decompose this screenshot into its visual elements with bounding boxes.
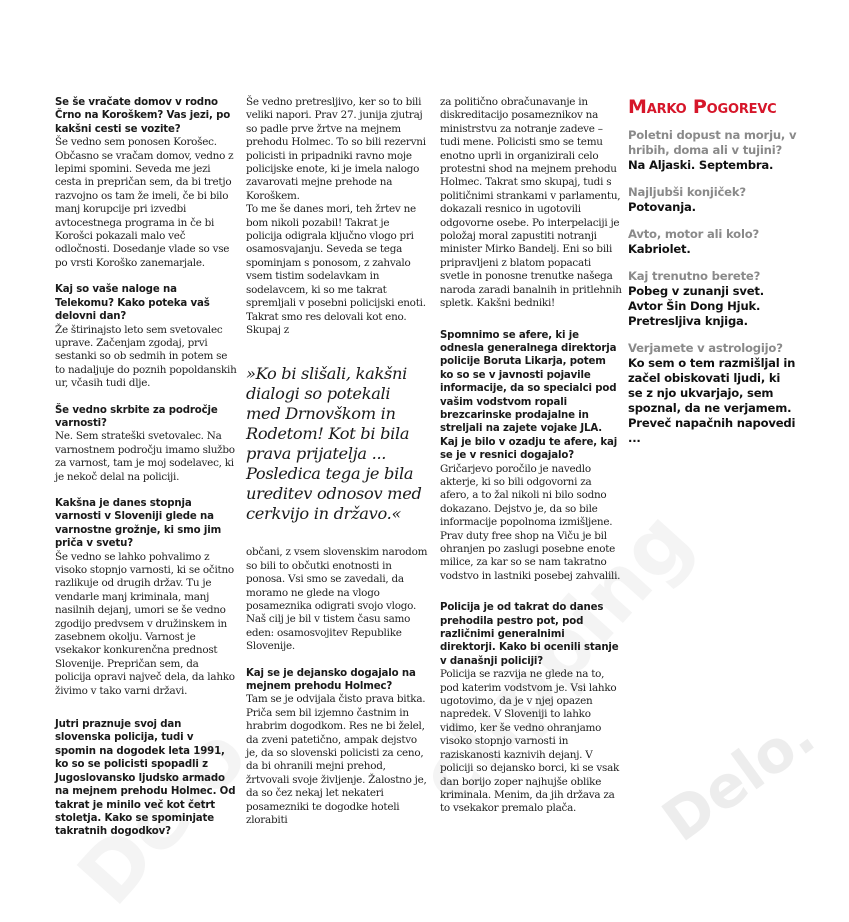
- interview-question: Še vedno skrbite za področje varnosti?: [55, 404, 218, 429]
- interview-answer: občani, z vsem slovenskim narodom so bili to občutki enotnosti in ponosa. Vsi smo se zavedali, da moramo ne glede na vlogo posameznika odigrati svojo vlogo. Naš cilj je bil v tistem času samo eden: osamosvojitev Republike Slovenije.: [246, 546, 428, 653]
- quick-questions-sidebar: [628, 96, 798, 458]
- interview-answer: Gričarjevo poročilo je navedlo akterje, ki so bili odgovorni za afero, a to žal nikoli ni bilo sodno dokazano. Dejstvo je, da so bile informacije popolnoma izmišljene. Prav duty free shop na Viču je bil ohranjen po zaslugi posebne enote milice, za kar so se nam takratno vodstvo in lastniki posebej zahvalili.: [440, 462, 621, 582]
- sidebar-question: Kaj trenutno berete?: [628, 269, 761, 283]
- sidebar-question: Poletni dopust na morju, v hribih, doma ali v tujini?: [628, 128, 797, 157]
- interview-question: Kakšna je danes stopnja varnosti v Sloveniji glede na varnostne grožnje, ki smo jim priča v svetu?: [55, 497, 222, 550]
- pull-quote: »Ko bi slišali, kakšni dialogi so potekali med Drnovškom in Rodetom! Kot bi bila prava prijatelja ... Posledica tega je bila ureditev odnosov med cerkvijo in državo.«: [246, 364, 422, 524]
- interview-answer: Tam se je odvijala čisto prava bitka. Priča sem bil izjemno častnim in hrabrim dogodkom. Res ne bi želel, da zveni patetično, ampak dejstvo je, da so slovenski policisti za ceno, da bi ohranili mejni prehod, žrtvovali svoje življenje. Žalostno je, da so čez nekaj let nekateri posamezniki te dogodke hoteli zlorabiti: [246, 693, 427, 827]
- sidebar-question: Avto, motor ali kolo?: [628, 227, 760, 241]
- interview-question: Kaj so vaše naloge na Telekomu? Kako poteka vaš delovni dan?: [55, 284, 210, 323]
- interview-question: Policija je od takrat do danes prehodila pestro pot, pod različnimi generalnimi direktorji. Kako bi ocenili stanje v današnji policiji?: [440, 602, 619, 667]
- interview-answer: Ne. Sem strateški svetovalec. Na varnostnem področju imamo službo za varnost, tam je moj sodelavec, ki je nekoč delal na policiji.: [55, 430, 235, 483]
- interview-column-3: [440, 96, 622, 829]
- interview-question: Se še vračate domov v rodno Črno na Koroškem? Vas jezi, po kakšni cesti se vozite?: [55, 97, 231, 135]
- sidebar-question: Najljubši konjiček?: [628, 185, 746, 199]
- interview-column-1: [55, 96, 237, 839]
- sidebar-answer: Ko sem o tem razmišljal in začel obiskovati ljudi, ki se z njo ukvarjajo, sem spoznal, da ne verjamem. Preveč napačnih napovedi ...: [628, 356, 796, 445]
- sidebar-answer: Potovanja.: [628, 200, 696, 214]
- sidebar-answer: Pobeg v zunanji svet. Avtor Šin Dong Hjuk. Pretresljiva knjiga.: [628, 284, 764, 328]
- interview-question: Jutri praznuje svoj dan slovenska policija, tudi v spomin na dogodek leta 1991, ko so se policisti spopadli z Jugoslovansko ljudsko armado na mejnem prehodu Holmec. Od takrat je minilo več kot četrt stoletja. Kako se spominjate takratnih dogodkov?: [55, 719, 236, 838]
- interview-answer: za politično obračunavanje in diskreditacijo posameznikov na ministrstvu za notranje zadeve – tudi mene. Policisti smo se temu enotno uprli in organizirali celo protestni shod na mejnem prehodu Holmec. Takrat smo skupaj, tudi s političnimi strankami v parlamentu, dokazali resnico in ugotovili odgovorne osebe. Po interpelaciji je položaj moral zapustiti notranji minister Mirko Bandelj. Eni so bili pripravljeni z blatom popacati svetle in ponosne trenutke našega naroda zaradi banalnih in pritlehnih spletk. Kakšni bedniki!: [440, 96, 622, 310]
- interview-column-2: [246, 96, 428, 840]
- watermark-brand: Delo.: [650, 700, 827, 856]
- sidebar-question: Verjamete v astrologijo?: [628, 341, 783, 355]
- interview-answer: Še vedno sem ponosen Korošec. Občasno se vračam domov, vedno z lepimi spomini. Seveda me jezi cesta in prepričan sem, da bi tretjo razvojno os tam že imeli, če bi bilo manj korupcije pri izvedbi avtocestnega programa in če bi Korošci pokazali malo več odločnosti. Dosedanje vlade so vse po vrsti Koroško zanemarjale.: [55, 136, 234, 269]
- interview-question: Kaj se je dejansko dogajalo na mejnem prehodu Holmec?: [246, 667, 416, 692]
- interview-answer: Še vedno pretresljivo, ker so to bili veliki napori. Prav 27. junija zjutraj so padle prve žrtve na mejnem prehodu Holmec. To so bili rezervni policisti in pripadniki ravno moje policijske enote, ki je imela nalogo zavarovati mejne prehode na Koroškem.: [246, 96, 426, 202]
- interview-answer: Policija se razvija ne glede na to, pod katerim vodstvom je. Vsi lahko ugotovimo, da je v njej opazen napredek. V Sloveniji to lahko vidimo, ker še vedno ohranjamo visoko stopnjo varnosti in raziskanosti kaznivih dejanj. V policiji so dejansko borci, ki se vsak dan borijo zoper najhujše oblike kriminala. Menim, da jih država za to vsekakor premalo plača.: [440, 668, 620, 815]
- sidebar-answer: Na Aljaski. Septembra.: [628, 158, 774, 172]
- interview-answer: Še vedno se lahko pohvalimo z visoko stopnjo varnosti, ki se očitno razlikuje od drugih držav. Tu je vendarle manj kriminala, manj nasilnih dejanj, umori se še vedno zgodijo predvsem v družinskem in zasebnem okolju. Varnost je vsekakor konkurenčna prednost Slovenije. Prepričan sem, da policija opravi največ dela, da lahko živimo v tako varni državi.: [55, 550, 235, 697]
- interview-answer: To me še danes mori, teh žrtev ne bom nikoli pozabil! Takrat je policija odigrala ključno vlogo pri osamosvajanju. Seveda se tega spominjam s ponosom, z zahvalo vsem tistim sodelavkam in sodelavcem, ki so me takrat spremljali v posebni policijski enoti. Takrat smo res delovali kot eno. Skupaj z: [246, 203, 426, 336]
- interview-question: Spomnimo se afere, ki je odnesla generalnega direktorja policije Boruta Likarja, potem ko so se v javnosti pojavile informacije, da so specialci pod vašim vodstvom ropali brezcarinske prodajalne in streljali na zajete vojake JLA. Kaj je bilo v ozadju te afere, kaj se je v resnici dogajalo?: [440, 329, 618, 462]
- interview-answer: Že štirinajsto leto sem svetovalec uprave. Začenjam zgodaj, prvi sestanki so ob sedmih in potem se to nadaljuje do poznih popoldanskih ur, včasih tudi dlje.: [55, 323, 237, 390]
- interviewee-name: Marko Pogorevc: [628, 96, 777, 118]
- sidebar-answer: Kabriolet.: [628, 242, 691, 256]
